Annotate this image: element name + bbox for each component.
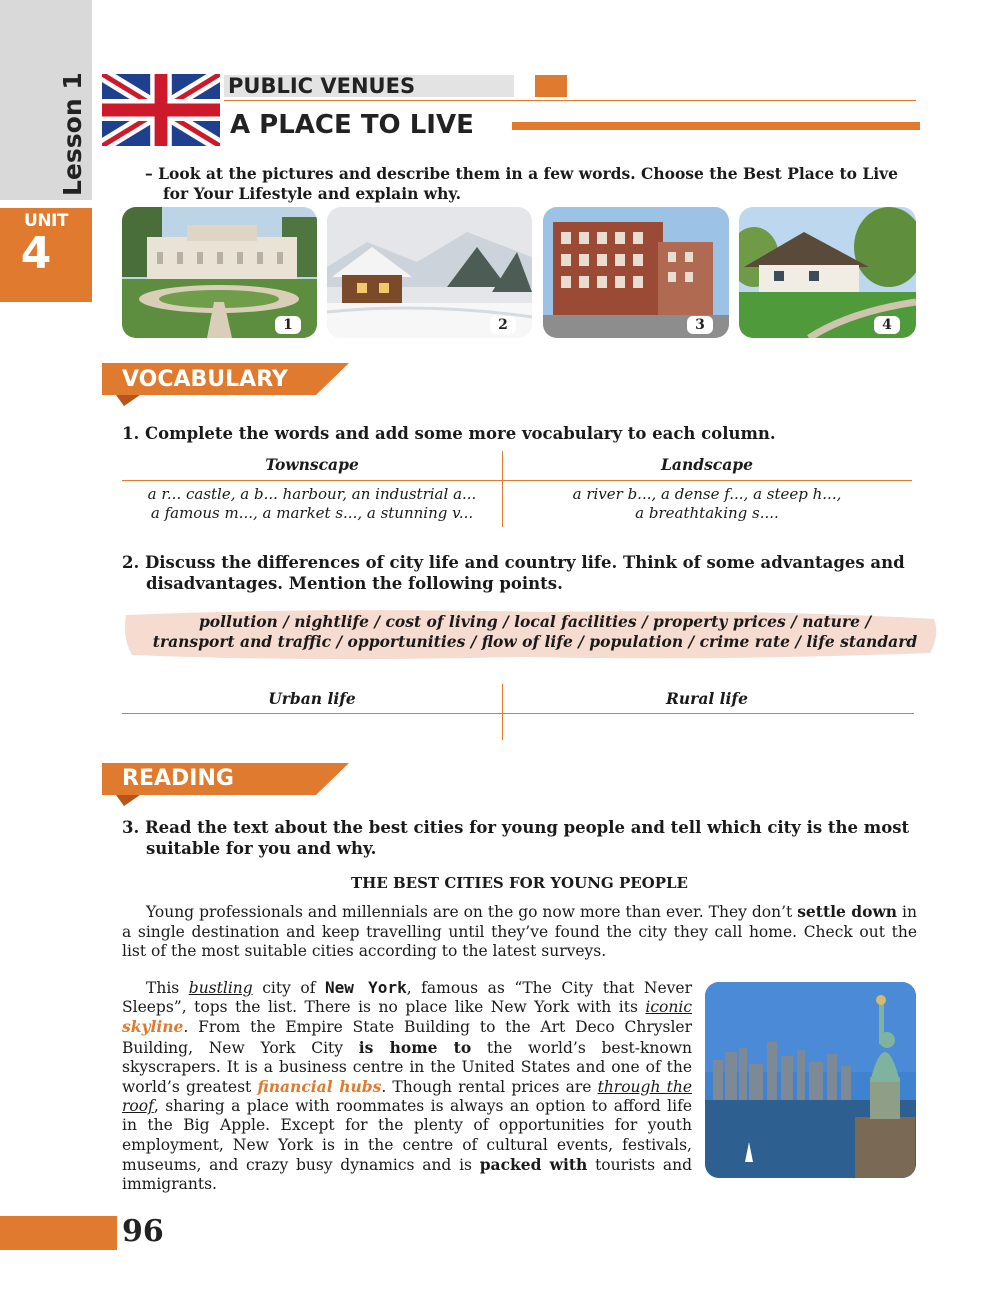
new-york-photo xyxy=(705,982,916,1178)
townscape-header: Townscape xyxy=(265,455,359,474)
photo-number: 4 xyxy=(874,316,900,334)
task-3: 3. Read the text about the best cities for young people and tell which city is the most suitable for you and why. xyxy=(122,818,910,858)
unit-label: UNIT xyxy=(24,211,68,231)
intro-paragraph: Young professionals and millennials are on the go now more than ever. They don’t settle down in a single destination and keep travelling until they’ve found the city they call home. Check out the list of the most suitable cities according to the latest surveys. xyxy=(122,902,917,960)
photo-1 xyxy=(122,207,317,338)
task-1: 1. Complete the words and add some more vocabulary to each column. xyxy=(122,424,776,443)
table2-divider xyxy=(502,684,503,740)
photo-number: 1 xyxy=(275,316,301,334)
landscape-header: Landscape xyxy=(661,455,753,474)
townscape-line-1: a r... castle, a b... harbour, an industrial a... xyxy=(147,485,477,503)
uk-flag-icon xyxy=(102,74,220,146)
page-title: A PLACE TO LIVE xyxy=(230,110,474,140)
photo-3 xyxy=(543,207,729,338)
instruction-text: – Look at the pictures and describe them in a few words. Choose the Best Place to Live for Your Lifestyle and explain why. xyxy=(145,164,899,203)
header-rule xyxy=(224,100,916,101)
photo-2 xyxy=(327,207,532,338)
page-number: 96 xyxy=(122,1214,164,1249)
title-bar xyxy=(512,122,920,130)
photo-number: 2 xyxy=(490,316,516,334)
urban-life-header: Urban life xyxy=(268,689,356,708)
rural-life-header: Rural life xyxy=(666,689,748,708)
vocabulary-heading: VOCABULARY xyxy=(122,367,288,392)
townscape-line-2: a famous m..., a market s..., a stunning v... xyxy=(150,504,474,522)
article-title: THE BEST CITIES FOR YOUNG PEOPLE xyxy=(351,874,688,892)
photo-4 xyxy=(739,207,916,338)
photo-number: 3 xyxy=(687,316,713,334)
task-2: 2. Discuss the differences of city life and country life. Think of some advantages and disadvantages. Mention the following points. xyxy=(122,553,905,593)
landscape-line-1: a river b..., a dense f..., a steep h..., xyxy=(572,485,842,503)
unit-tab xyxy=(0,208,92,302)
statue-of-liberty-photo xyxy=(705,982,916,1178)
topic-heading: PUBLIC VENUES xyxy=(228,74,416,98)
landscape-line-2: a breathtaking s.... xyxy=(635,504,779,522)
new-york-paragraph: This bustling city of New York, famous as “The City that Never Sleeps”, tops the list. There is no place like New York with its iconic skyline. From the Empire State Building to the Art Deco Chrysler Building, New York City is home to the world’s best-known skyscrapers. It is a business centre in the United States and one of the world’s greatest financial hubs. Though rental prices are through the roof, sharing a place with roommates is always an option to afford life in the Big Apple. Except for the plenty of opportunities for youth employment, New York is in the centre of cultural events, festivals, museums, and crazy busy dynamics and is packed with tourists and immigrants. xyxy=(122,978,693,1194)
reading-heading: READING xyxy=(122,766,234,791)
table-rule xyxy=(122,480,912,481)
unit-number: 4 xyxy=(20,228,52,279)
table2-rule xyxy=(122,713,914,714)
header-orange-square xyxy=(535,75,567,97)
points-line-1: pollution / nightlife / cost of living / local facilities / property prices / nature / xyxy=(198,612,872,631)
discussion-points xyxy=(140,612,930,652)
lesson-label: Lesson 1 xyxy=(58,72,87,196)
footer-bar xyxy=(0,1216,117,1250)
points-line-2: transport and traffic / opportunities / flow of life / population / crime rate / life standard xyxy=(152,632,918,651)
